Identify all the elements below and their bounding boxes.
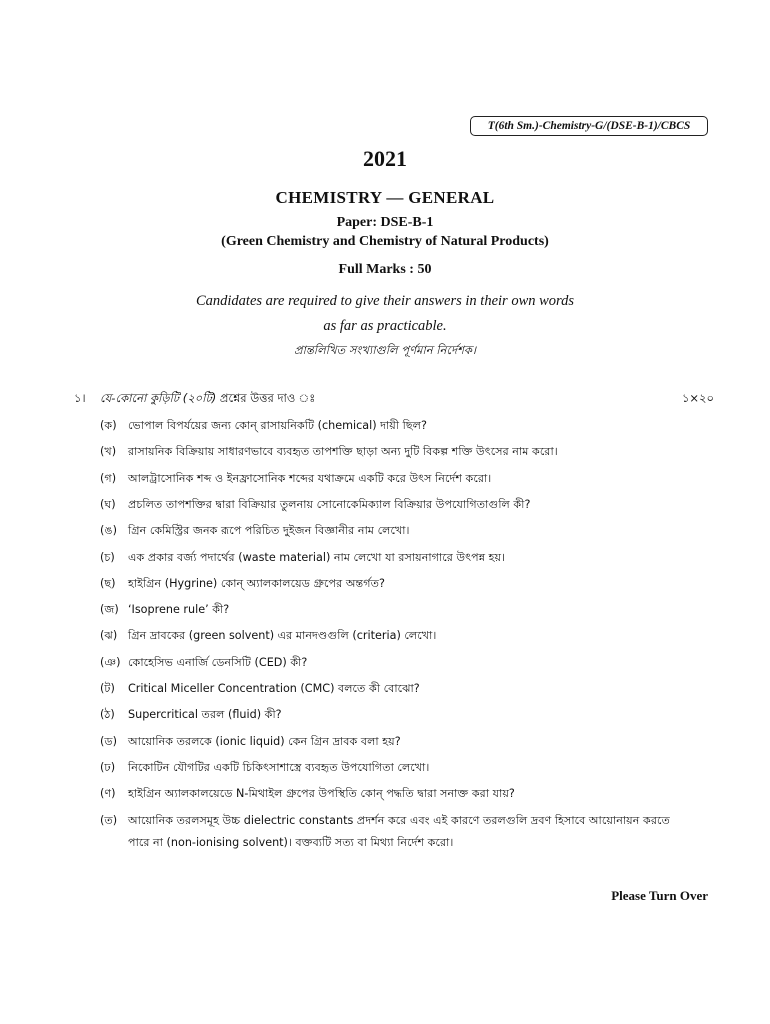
question-item-text: ভোপাল বিপর্যয়ের জন্য কোন্ রাসায়নিকটি (chemical) দায়ী ছিল? <box>128 419 427 432</box>
question-item-text: নিকোটিন যৌগটির একটি চিকিৎসাশাস্ত্রে ব্যবহৃত উপযোগিতা লেখো। <box>128 760 430 774</box>
question-instruction-suffix: প্রশ্নের উত্তর দাও ঃ <box>216 391 316 405</box>
question-item-label: (ঙ) <box>100 524 117 538</box>
question-item-text: ‘Isoprene rule’ কী? <box>128 603 230 617</box>
question-item-text: হাইগ্রিন (Hygrine) কোন্ অ্যালকালয়েড গ্রুপের অন্তর্গত? <box>128 576 385 590</box>
paper-title: (Green Chemistry and Chemistry of Natural Products) <box>221 234 549 249</box>
question-item-text: আয়োনিক তরলসমূহ উচ্চ dielectric constants প্রদর্শন করে এবং এই কারণে তরলগুলি দ্রবণ হিসাবে আয়োনায়ন করতে <box>128 813 670 827</box>
question-item-text: Supercritical তরল (fluid) কী? <box>128 708 282 722</box>
question-item-label: (ড) <box>100 734 117 748</box>
question-instruction-prefix: যে-কোনো কুড়িটি (২০টি) <box>100 391 217 405</box>
question-item-text: প্রচলিত তাপশক্তির দ্বারা বিক্রিয়ার তুলনায় সোনোকেমিক্যাল বিক্রিয়ার উপযোগিতাগুলি কী? <box>128 497 531 511</box>
question-item-label: (খ) <box>100 445 117 459</box>
question-item-label: (ত) <box>100 813 118 827</box>
question-number: ১। <box>74 391 86 405</box>
question-item-text: গ্রিন কেমিস্ট্রির জনক রূপে পরিচিত দুইজন বিজ্ঞানীর নাম লেখো। <box>128 524 410 538</box>
instruction-line-2: as far as practicable. <box>323 318 447 334</box>
question-item-label: (চ) <box>100 550 115 564</box>
question-item-label: (গ) <box>100 471 117 485</box>
question-item-text: কোহেসিভ এনার্জি ডেনসিটি (CED) কী? <box>128 655 308 669</box>
paper-code-box: T(6th Sm.)-Chemistry-G/(DSE-B-1)/CBCS <box>470 116 708 136</box>
question-marks: ১×২০ <box>681 391 714 405</box>
question-item-label: (ণ) <box>100 787 116 801</box>
question-item-text-continued: পারে না (non-ionising solvent)। বক্তব্যটি সত্য বা মিথ্যা নির্দেশ করো। <box>128 835 454 849</box>
question-item-text: গ্রিন দ্রাবকের (green solvent) এর মানদণ্ডগুলি (criteria) লেখো। <box>128 629 437 643</box>
exam-year: 2021 <box>363 146 407 171</box>
question-item-label: (ঞ) <box>100 655 121 669</box>
paper-code: Paper: DSE-B-1 <box>336 215 434 230</box>
question-item-label: (ঝ) <box>100 629 118 643</box>
instruction-line-1: Candidates are required to give their answers in their own words <box>195 293 575 309</box>
question-item-label: (ক) <box>100 419 117 432</box>
question-item-text: এক প্রকার বর্জ্য পদার্থের (waste material) নাম লেখো যা রসায়নাগারে উৎপন্ন হয়। <box>128 550 506 564</box>
question-item-label: (ঘ) <box>100 497 116 511</box>
question-item-label: (ঠ) <box>100 708 115 722</box>
question-item-text: হাইগ্রিন অ্যালকালয়েডে N-মিথাইল গ্রুপের উপস্থিতি কোন্ পদ্ধতি দ্বারা সনাক্ত করা যায়? <box>128 787 515 801</box>
question-item-text: Critical Miceller Concentration (CMC) বলতে কী বোঝো? <box>128 682 420 695</box>
full-marks: Full Marks : 50 <box>338 262 432 277</box>
question-item-label: (ছ) <box>100 576 116 590</box>
question-instruction <box>100 390 315 409</box>
question-item-text: রাসায়নিক বিক্রিয়ায় সাধারণভাবে ব্যবহৃত তাপশক্তি ছাড়া অন্য দুটি বিকল্প শক্তি উৎসের নাম করো। <box>128 445 558 459</box>
question-item-label: (জ) <box>100 603 119 617</box>
question-item-label: (ঢ) <box>100 760 116 774</box>
question-item-label: (ট) <box>100 682 115 695</box>
instruction-bengali: প্রান্তলিখিত সংখ্যাগুলি পূর্ণমান নির্দেশক। <box>293 343 477 357</box>
question-item-text: আয়োনিক তরলকে (ionic liquid) কেন গ্রিন দ্রাবক বলা হয়? <box>128 734 401 748</box>
question-item-text: আলট্রাসোনিক শব্দ ও ইনফ্রাসোনিক শব্দের যথাক্রমে একটি করে উৎস নির্দেশ করো। <box>128 471 492 485</box>
please-turn-over: Please Turn Over <box>611 888 708 903</box>
subject-title: CHEMISTRY — GENERAL <box>275 188 495 207</box>
